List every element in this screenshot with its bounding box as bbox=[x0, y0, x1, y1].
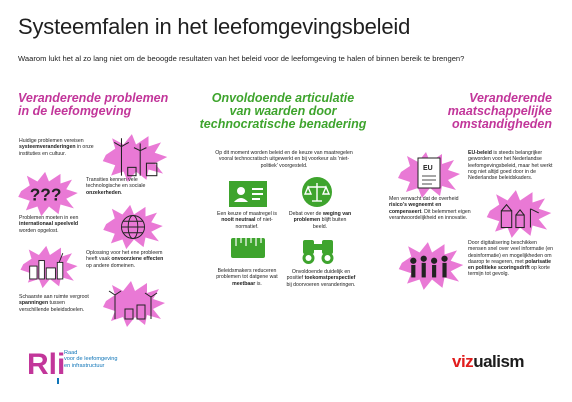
splash-internationaal bbox=[96, 203, 170, 251]
splash-spanningen bbox=[98, 279, 170, 329]
middle-column-title: Onvoldoende articulatie van waarden door technocratische benadering bbox=[199, 91, 367, 131]
right-column-title: Veranderende maatschappelijke omstandigheden bbox=[447, 91, 552, 131]
person-card-icon bbox=[228, 180, 268, 208]
left-item-3: Problemen moeten in een internationaal speelveld worden opgelost. bbox=[19, 215, 79, 234]
scale-icon bbox=[299, 176, 335, 208]
left-item-2: Transities kennen vele technologische en sociale onzekerheden. bbox=[86, 177, 146, 196]
right-item-2: Men verwacht dat de overheid risico's wegneemt en compenseert. Dit belemmert eigen verantwoordelijkheid en innovatie. bbox=[389, 196, 471, 221]
splash-eu bbox=[393, 150, 465, 200]
right-item-3: Door digitalisering beschikken mensen snel over veel informatie (en desinformatie) en mogelijkheden om daarop te reageren, met polarisatie en politieke scoringsdrift op korte termijn tot gevolg. bbox=[468, 240, 554, 278]
splash-onvoorziene-effecten bbox=[16, 244, 82, 290]
left-item-4: Oplossing voor het ene probleem heeft vaak onvoorziene effecten op andere domeinen. bbox=[86, 250, 164, 269]
rli-name: Raad voor de leefomgeving en infrastructuur bbox=[64, 350, 118, 369]
page-title: Systeemfalen in het leefomgevingsbeleid bbox=[18, 14, 411, 39]
right-item-1: EU-beleid is steeds belangrijker geworden voor het Nederlandse leefomgevingsbeleid, maar het werkt nog niet altijd goed door in de Nederlandse beleidskaders. bbox=[468, 150, 553, 182]
left-column-title: Veranderende problemen in de leefomgeving bbox=[18, 91, 169, 118]
binoculars-icon bbox=[299, 236, 337, 266]
ruler-icon bbox=[228, 233, 268, 263]
middle-intro: Op dit moment worden beleid en de keuze van maatregelen vooral technocratisch uitgewerkt en bij voorkeur als 'niet-politiek' voorgesteld. bbox=[215, 150, 353, 169]
middle-item-3: Beleidsmakers reduceren problemen tot datgene wat meetbaar is. bbox=[216, 268, 278, 287]
middle-item-1: Een keuze of maatregel is nooit neutraal of niet-normatief. bbox=[217, 211, 277, 230]
left-item-5: Schaarste aan ruimte vergroot spanningen tussen verschillende beleidsdoelen. bbox=[19, 294, 89, 313]
page-subtitle: Waarom lukt het al zo lang niet om de beoogde resultaten van het beleid voor de leefomgeving te halen of binnen bereik te brengen? bbox=[18, 54, 465, 63]
middle-item-4: Onvoldoende duidelijk en positief toekomstperspectief bij doorvoeren veranderingen. bbox=[286, 269, 356, 288]
middle-item-2: Debat over de weging van problemen blijft buiten beeld. bbox=[288, 211, 352, 230]
eu-document-icon: EU bbox=[423, 165, 433, 172]
splash-onzekerheden bbox=[16, 170, 80, 218]
rli-logo bbox=[27, 344, 65, 384]
splash-digitalisering bbox=[393, 240, 469, 292]
question-marks-icon: ??? bbox=[29, 184, 62, 205]
splash-risicos bbox=[482, 188, 556, 240]
left-item-1: Huidige problemen vereisen systeemveranderingen in onze instituties en cultuur. bbox=[19, 138, 94, 157]
rli-logo-text: Rli bbox=[27, 348, 65, 381]
vizualism-logo: vizualism bbox=[452, 352, 525, 371]
